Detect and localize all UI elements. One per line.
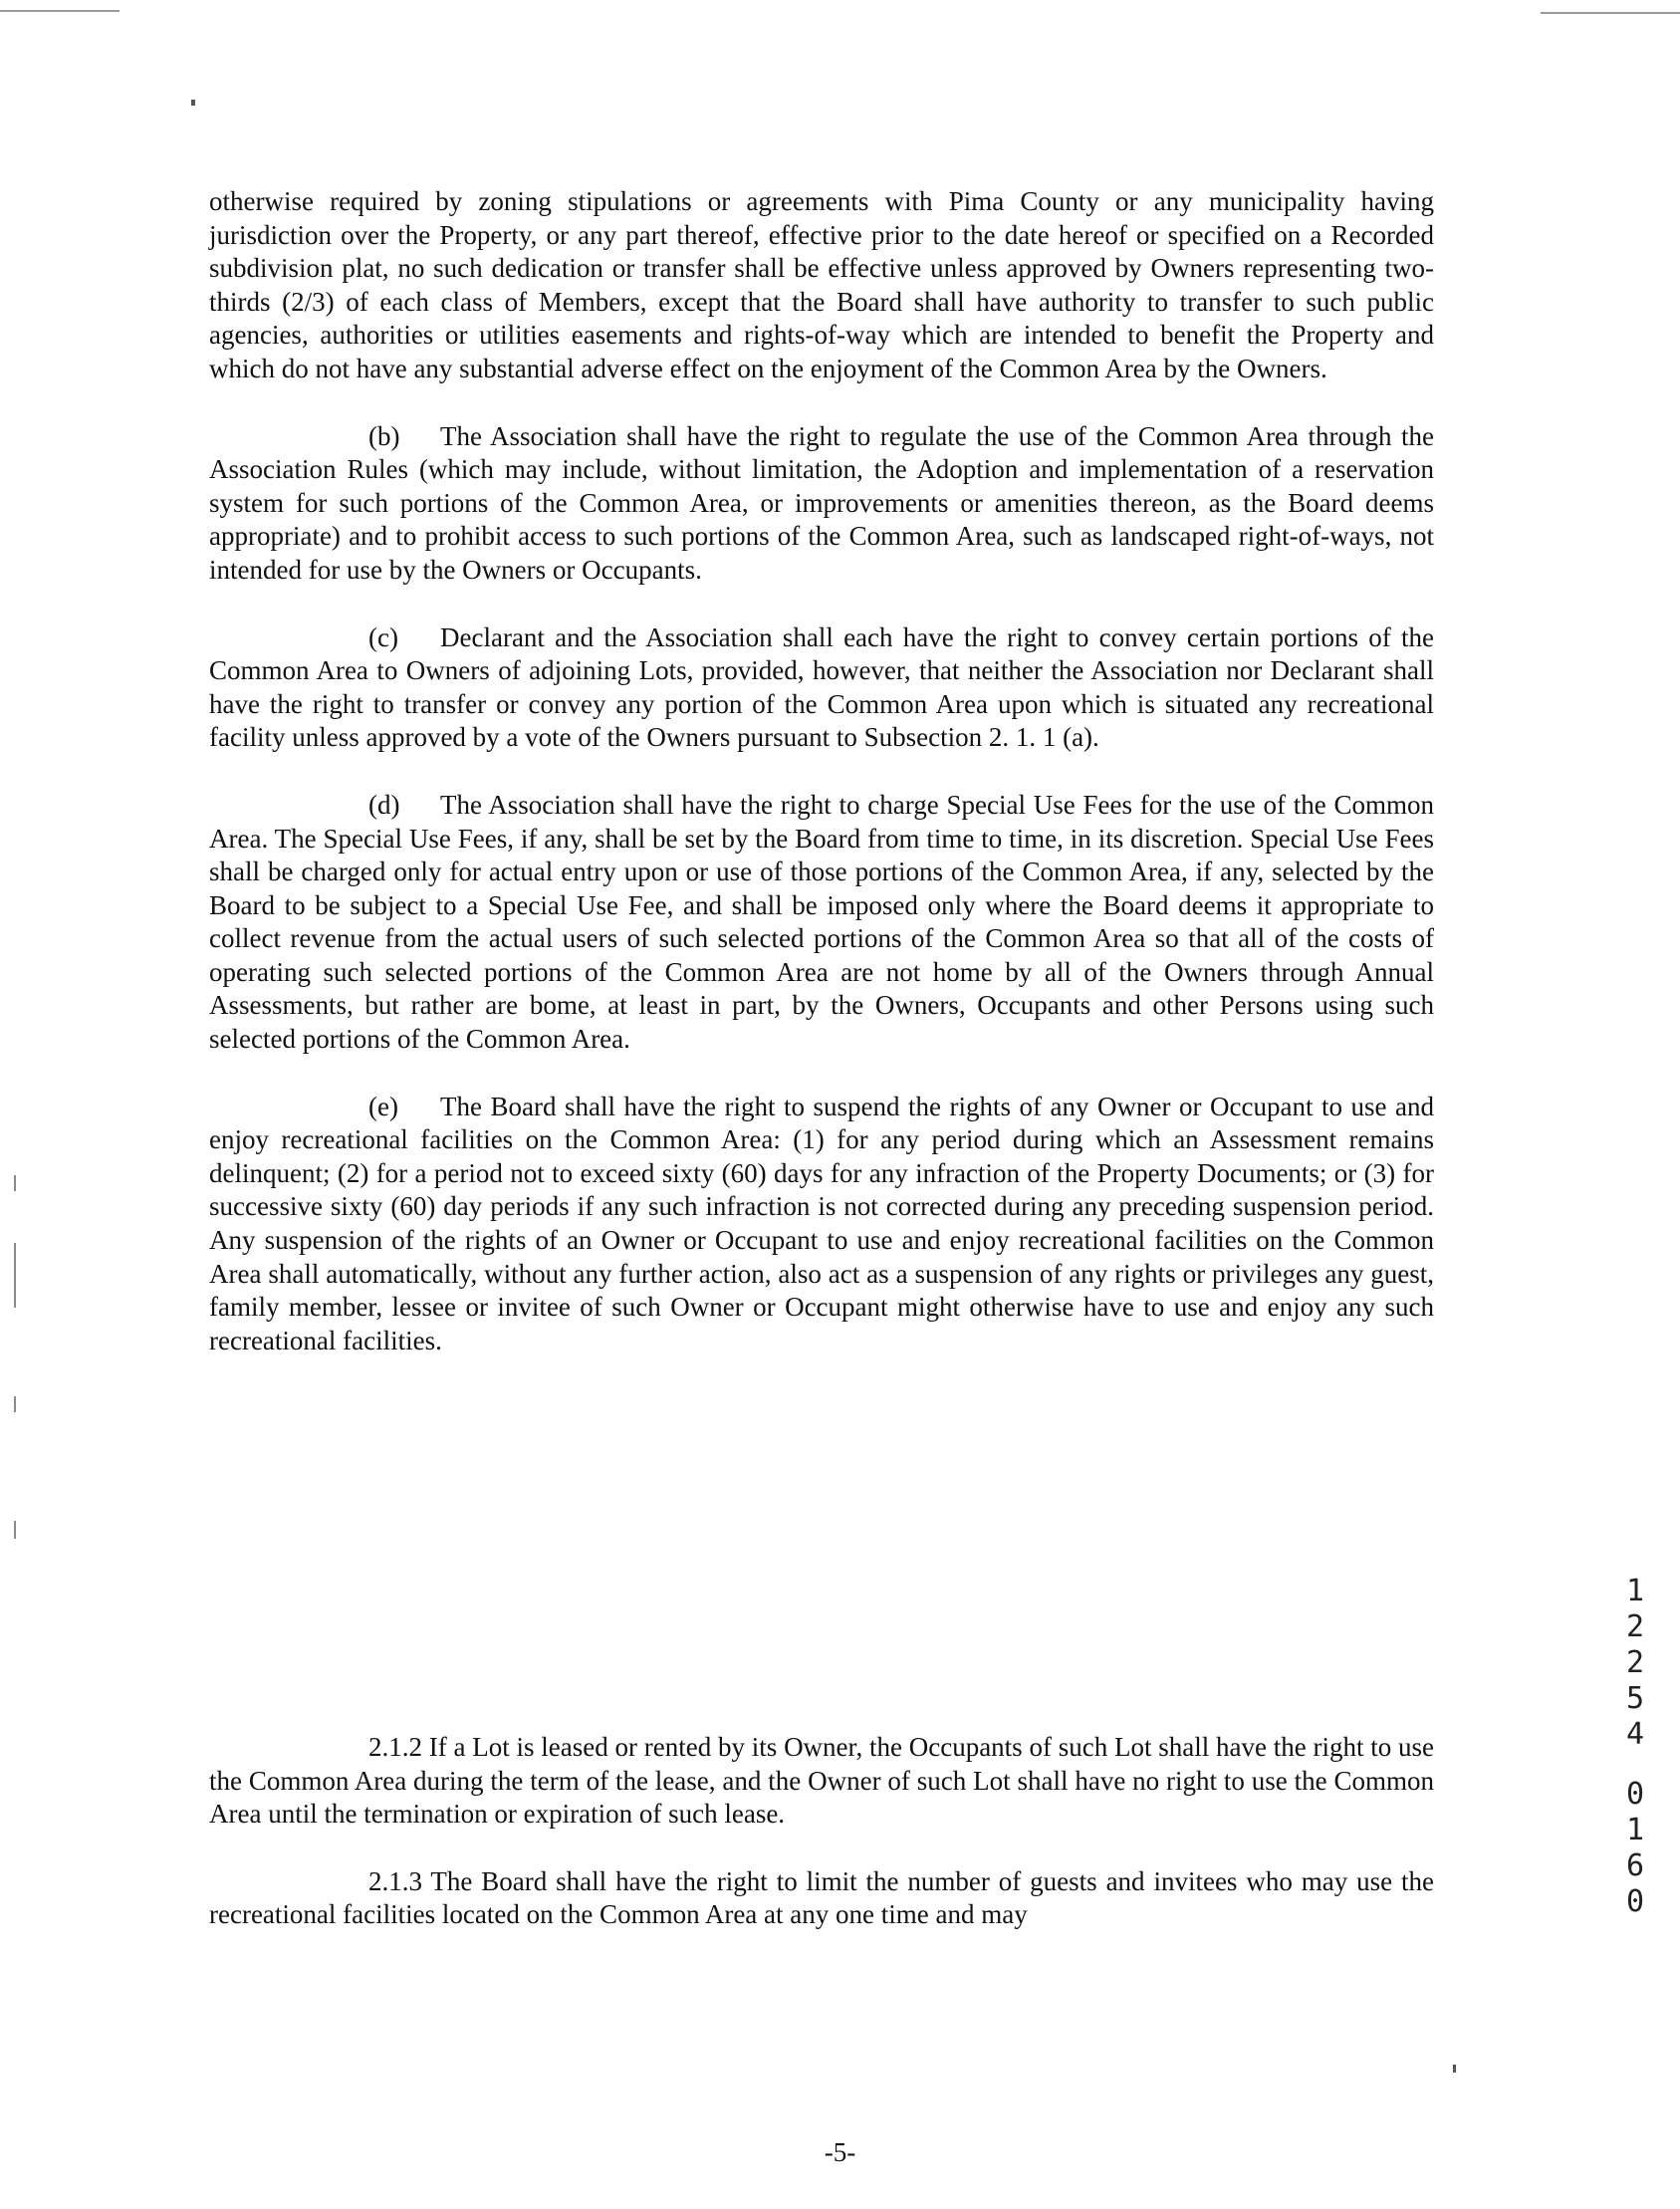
stamp-digit: 2 (1625, 1645, 1645, 1680)
scan-mark-left (14, 1396, 16, 1412)
stamp-digit: 0 (1625, 1777, 1645, 1812)
stamp-digit: 1 (1625, 1574, 1645, 1608)
subsection-e-text: The Board shall have the right to suspend the rights of any Owner or Occupant to use and enjoy recreational facilities on the Common Area: (1) for any period during which an Assessment remains delinquent; (2) for a period not to exceed sixty (60) days for any infraction of the Property Documents; or (3) for successive sixty (60) day periods if any such infraction is not corrected during any preceding suspension period. Any suspension of the rights of an Owner or Occupant to use and enjoy recreational facilities on the Common Area shall automatically, without any further action, also act as a suspension of any rights or privileges any guest, family member, lessee or invitee of such Owner or Occupant might otherwise have to use and enjoy any such recreational facilities. (209, 1091, 1434, 1355)
section-2-1-2: 2.1.2 If a Lot is leased or rented by its Owner, the Occupants of such Lot shall have the right to use the Common Area during the term of the lease, and the Owner of such Lot shall have no right to use the Common Area until the termination or expiration of such lease. (209, 1732, 1434, 1830)
page-number: -5- (824, 2137, 856, 2167)
stamp-digit: 0 (1625, 1884, 1645, 1919)
subsection-d-text: The Association shall have the right to charge Special Use Fees for the use of the Common Area. The Special Use Fees, if any, shall be set by the Board from time to time, in its discretion. Special Use Fees shall be charged only for actual entry upon or use of those portions of the Common Area, if any, selected by the Board to be subject to a Special Use Fee, and shall be imposed only where the Board deems it appropriate to collect revenue from the actual users of such selected portions of the Common Area so that all of the costs of operating such selected portions of the Common Area are not home by all of the Owners through Annual Assessments, but rather are bome, at least in part, by the Owners, Occupants and other Persons using such selected portions of the Common Area. (209, 789, 1434, 1055)
subsection-c-text: Declarant and the Association shall each have the right to convey certain portions of the Common Area to Owners of adjoining Lots, provided, however, that neither the Association nor Declarant shall have the right to transfer or convey any portion of the Common Area upon which is situated any recreational facility unless approved by a vote of the Owners pursuant to Subsection 2. 1. 1 (a). (209, 621, 1434, 753)
scan-edge-line-right (1541, 12, 1680, 14)
stamp-digit: 6 (1625, 1848, 1645, 1883)
scan-mark-left (14, 1243, 16, 1308)
subsection-b (209, 420, 1434, 588)
section-2-1-3: 2.1.3 The Board shall have the right to limit the number of guests and invitees who may use the recreational facilities located on the Common Area at any one time and may (209, 1865, 1434, 1930)
recording-stamp (1620, 1574, 1650, 1920)
stamp-digit: 1 (1625, 1813, 1645, 1847)
scan-speck (1453, 2065, 1456, 2073)
subsection-e (209, 1091, 1434, 1358)
document-body (209, 185, 1434, 1357)
subsection-b-label: (b) (368, 420, 400, 451)
scan-edge-line-left (0, 10, 120, 12)
subsection-d-label: (d) (368, 789, 400, 820)
scan-mark-left (14, 1521, 16, 1539)
scan-speck (191, 100, 195, 106)
paragraph-intro: otherwise required by zoning stipulations or agreements with Pima County or any municipality having jurisdiction over the Property, or any part thereof, effective prior to the date hereof or specified on a Recorded subdivision plat, no such dedication or transfer shall be effective unless approved by Owners representing two-thirds (2/3) of each class of Members, except that the Board shall have authority to transfer to such public agencies, authorities or utilities easements and rights-of-way which are intended to benefit the Property and which do not have any substantial adverse effect on the enjoyment of the Common Area by the Owners. (209, 186, 1434, 383)
subsection-d (209, 789, 1434, 1057)
stamp-digit: 4 (1625, 1717, 1645, 1752)
stamp-digit: 5 (1625, 1681, 1645, 1716)
subsection-c-label: (c) (368, 621, 398, 652)
scan-mark-left (14, 1175, 16, 1191)
stamp-digit: 2 (1625, 1609, 1645, 1644)
subsection-b-text: The Association shall have the right to regulate the use of the Common Area through the Association Rules (which may include, without limitation, the Adoption and implementation of a reservation system for such portions of the Common Area, or improvements or amenities thereon, as the Board deems appropriate) and to prohibit access to such portions of the Common Area, such as landscaped right-of-ways, not intended for use by the Owners or Occupants. (209, 420, 1434, 585)
subsection-c (209, 621, 1434, 755)
subsection-e-label: (e) (368, 1091, 398, 1121)
document-body-wide (209, 1731, 1434, 1932)
